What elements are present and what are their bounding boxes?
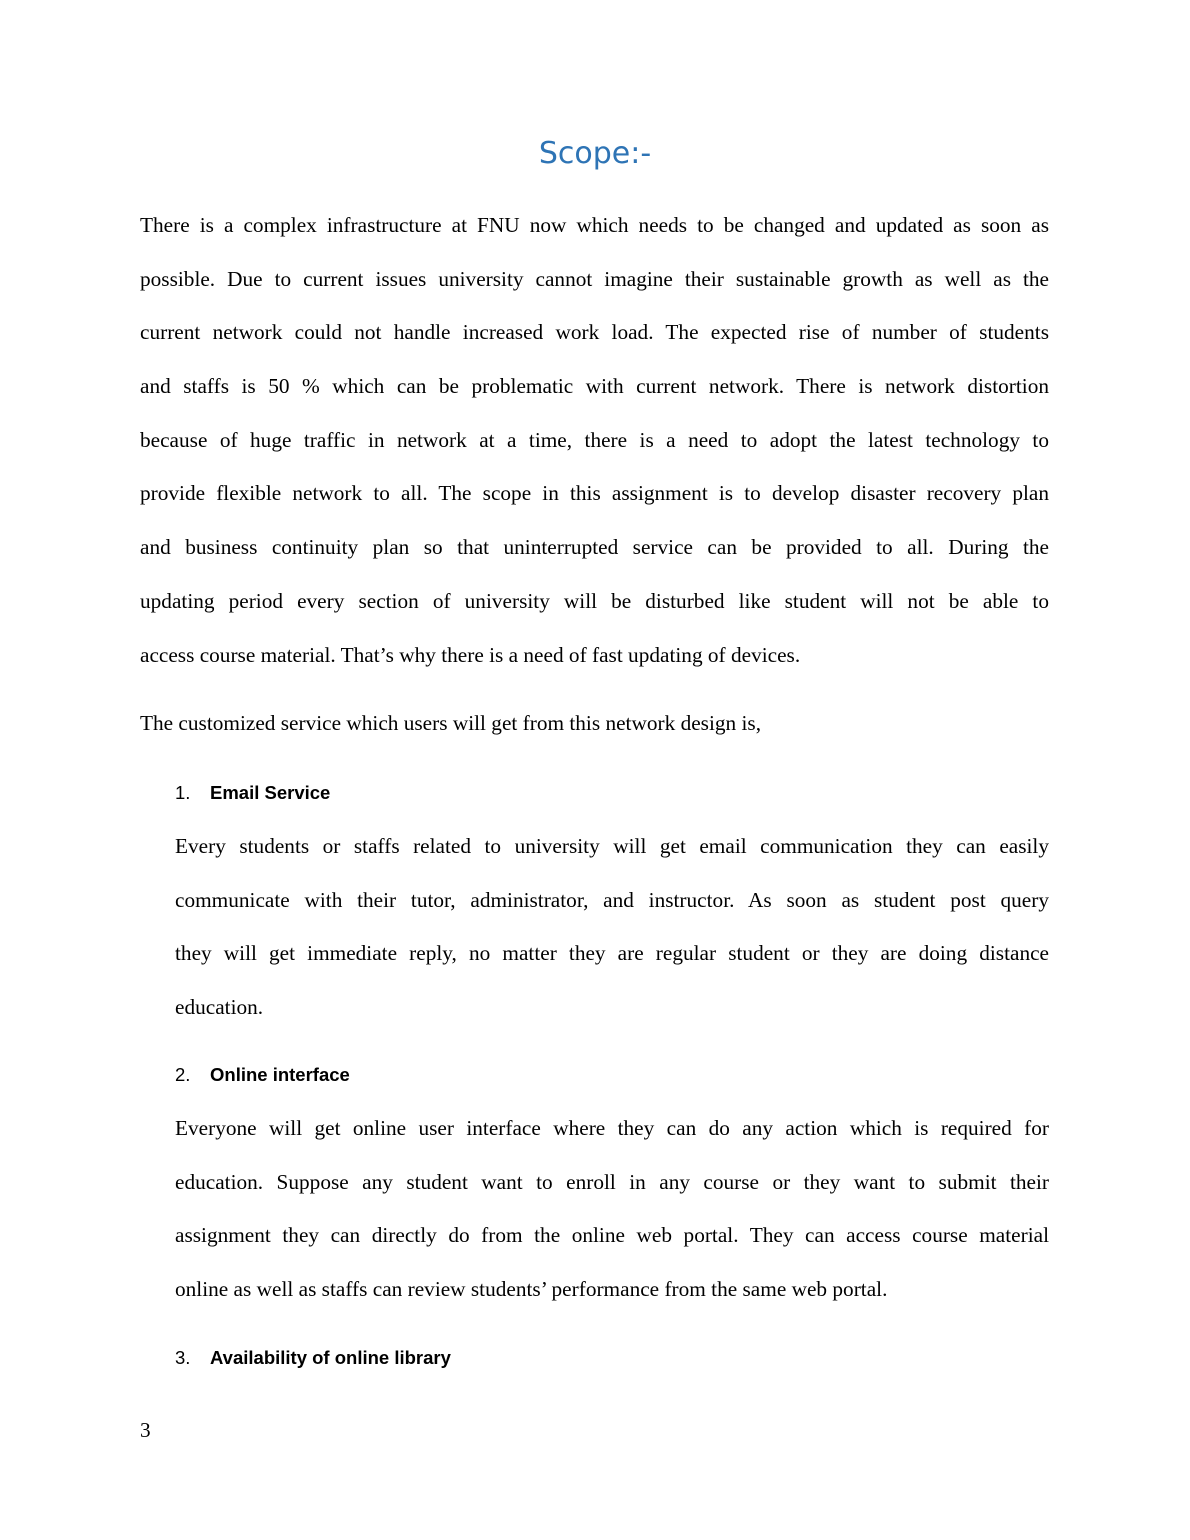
paragraph-line: The customized service which users will get from this network design is,: [140, 711, 762, 735]
list-title: Availability of online library: [210, 1347, 451, 1368]
paragraph-line: education. Suppose any student want to enroll in any course or they want to submit their: [175, 1169, 1049, 1194]
paragraph-line: communicate with their tutor, administrator, and instructor. As soon as student post query: [175, 887, 1049, 912]
paragraph-line: education.: [175, 995, 264, 1020]
paragraph-line: provide flexible network to all. The scope in this assignment is to develop disaster recovery plan: [140, 481, 1049, 506]
paragraph-line: assignment they can directly do from the online web portal. They can access course material: [175, 1223, 1049, 1248]
list-number: 2.: [175, 1064, 191, 1085]
paragraph-line: current network could not handle increased work load. The expected rise of number of students: [140, 320, 1049, 345]
paragraph-line: Every students or staffs related to university will get email communication they can easily: [175, 834, 1049, 858]
list-item-online-library: [175, 1345, 451, 1371]
list-number: 3.: [175, 1347, 191, 1368]
paragraph-line: and staffs is 50 % which can be problematic with current network. There is network distortion: [140, 374, 1049, 399]
paragraph-line: access course material. That’s why there is a need of fast updating of devices.: [140, 642, 801, 667]
paragraph-line: Everyone will get online user interface where they can do any action which is required for: [175, 1116, 1049, 1140]
services-intro-paragraph: [140, 697, 1049, 751]
paragraph-line: and business continuity plan so that uninterrupted service can be provided to all. During the: [140, 535, 1049, 560]
paragraph-line: online as well as staffs can review students’ performance from the same web portal.: [175, 1277, 888, 1302]
list-item-email-service: [175, 780, 330, 806]
list-number: 1.: [175, 782, 191, 803]
list-title: Email Service: [210, 782, 331, 803]
scope-paragraph: [140, 199, 1049, 682]
email-service-paragraph: [175, 820, 1049, 1035]
list-item-online-interface: [175, 1062, 350, 1088]
paragraph-line: possible. Due to current issues university cannot imagine their sustainable growth as well as the: [140, 266, 1049, 291]
paragraph-line: There is a complex infrastructure at FNU now which needs to be changed and updated as soon as: [140, 213, 1049, 237]
paragraph-line: because of huge traffic in network at a time, there is a need to adopt the latest technology to: [140, 427, 1049, 452]
paragraph-line: they will get immediate reply, no matter they are regular student or they are doing distance: [175, 941, 1049, 966]
online-interface-paragraph: [175, 1102, 1049, 1317]
page-number: 3: [140, 1418, 151, 1442]
paragraph-line: updating period every section of university will be disturbed like student will not be able to: [140, 588, 1049, 613]
section-heading: Scope:-: [538, 136, 652, 171]
list-title: Online interface: [210, 1064, 350, 1085]
